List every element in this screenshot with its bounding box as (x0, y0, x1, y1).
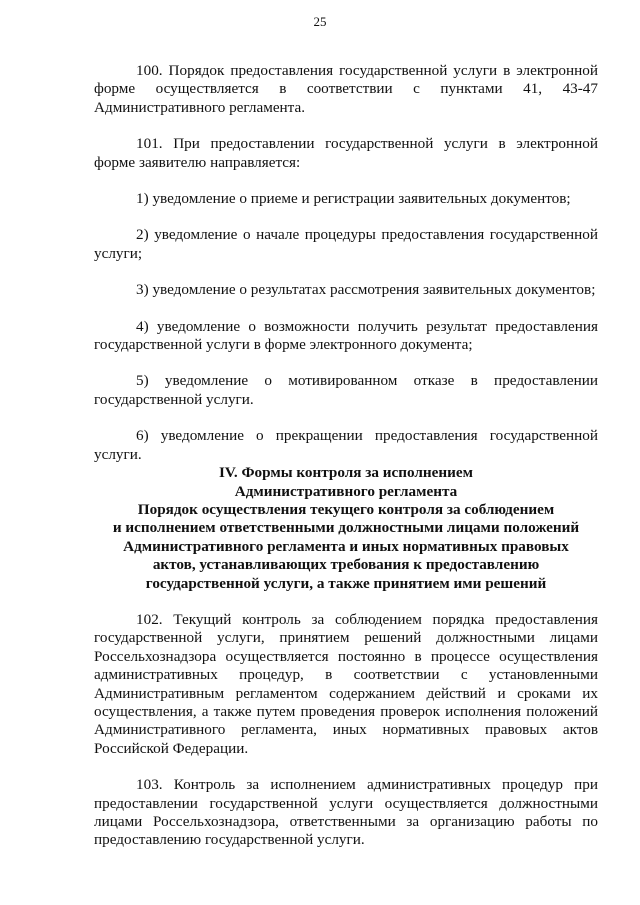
subsection-heading-line: Порядок осуществления текущего контроля за соблюдением (137, 500, 555, 518)
list-item-1: 1) уведомление о приеме и регистрации заявительных документов; (136, 190, 571, 208)
subsection-heading-line: государственной услуги, а также принятием ими решений (145, 574, 547, 592)
list-item-5: 5) уведомление о мотивированном отказе в предоставлении государственной услуги. (94, 372, 598, 408)
list-item-4: 4) уведомление о возможности получить результат предоставления государственной услуги в форме электронного документа; (94, 317, 598, 354)
page-number: 25 (313, 14, 327, 29)
subsection-heading-line: и исполнением ответственными должностными лицами положений (112, 519, 580, 537)
paragraph-100: 100. Порядок предоставления государственной услуги в электронной форме осуществляется в соответствии с пунктами 41, 43-47 Административного регламента. (94, 62, 598, 116)
document-body (94, 62, 598, 850)
section-heading-line: IV. Формы контроля за исполнением (218, 464, 473, 482)
list-item-2: 2) уведомление о начале процедуры предоставления государственной услуги; (94, 226, 598, 262)
paragraph-102: 102. Текущий контроль за соблюдением порядка предоставления государственной услуги, принятием решений должностными лицами Россельхознадзора осуществляется постоянно в процессе осуществления административных процедур, в соответствии с установленными Административным регламентом содержанием действий и сроками их осуществления, а также путем проведения проверок исполнения положений Административного регламента, иных нормативных правовых актов Российской Федерации. (94, 610, 598, 757)
subsection-heading-line: актов, устанавливающих требования к предоставлению (152, 556, 540, 574)
subsection-heading-line: Административного регламента и иных нормативных правовых (123, 537, 569, 555)
paragraph-103: 103. Контроль за исполнением административных процедур при предоставлении государственной услуги осуществляется должностными лицами Россельхознадзора, ответственными за организацию работы по предоставлению государственной услуги. (94, 776, 598, 849)
section-heading (94, 464, 598, 501)
paragraph-101: 101. При предоставлении государственной услуги в электронной форме заявителю направляется: (94, 135, 598, 171)
list-item-3: 3) уведомление о результатах рассмотрения заявительных документов; (136, 281, 596, 299)
list-item-6: 6) уведомление о прекращении предоставления государственной услуги. (94, 427, 598, 463)
subsection-heading (94, 501, 598, 593)
section-heading-line: Административного регламента (234, 482, 458, 500)
